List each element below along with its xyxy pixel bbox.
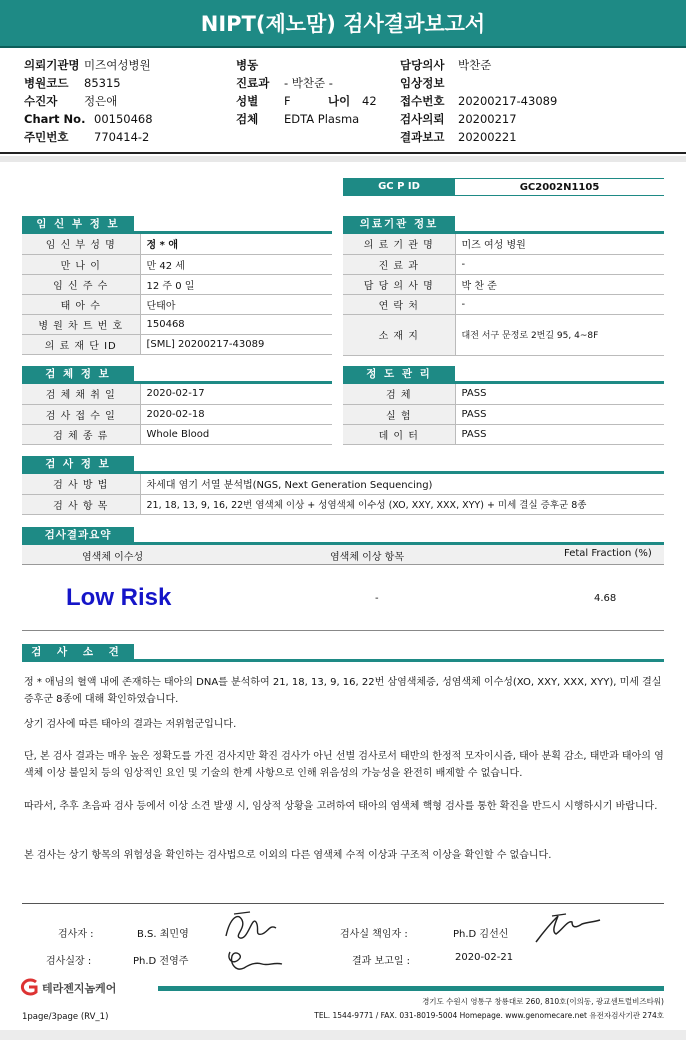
report-title: NIPT(제노맘) 검사결과보고서 xyxy=(0,0,686,48)
table-row: 소 재 지 대전 서구 문정로 2번길 95, 4~8F xyxy=(343,314,664,355)
tester-signature xyxy=(220,906,282,946)
lab-head-label: 검사실장 : xyxy=(46,956,92,967)
table-row: 검 체 PASS xyxy=(343,384,664,404)
table-row: 의 료 기 관 명 미즈 여성 병원 xyxy=(343,234,664,254)
summary-result: Low Risk xyxy=(66,584,172,611)
qc-table xyxy=(343,384,664,445)
genomecare-logo-icon xyxy=(16,978,40,996)
table-row: 임 신 주 수 12 주 0 일 xyxy=(22,274,332,294)
findings-paragraph-1: 정 * 애님의 혈액 내에 존재하는 태아의 DNA를 분석하여 21, 18, 13, 9, 16, 22번 삼염색체증, 성염색체 이수성(XO, XXY, XXX, XYY), 미세 결실 증후군 8종에 대해 확인하였습니다. xyxy=(24,677,662,705)
institution-section-title: 의료기관 정보 xyxy=(343,216,455,233)
findings-paragraph-4: 따라서, 추후 초음파 검사 등에서 이상 소견 발생 시, 임상적 상황을 고려하여 태아의 염색체 핵형 검사를 통한 확진을 반드시 시행하시기 바랍니다. xyxy=(24,801,658,812)
specimen-table xyxy=(22,384,332,445)
report-date-value: 2020-02-21 xyxy=(455,952,514,963)
table-row: 검 체 채 취 일 2020-02-17 xyxy=(22,384,332,404)
report-date-label: 결과 보고일 : xyxy=(352,956,411,967)
page-bottom-band xyxy=(0,1030,686,1040)
summary-ff-value: 4.68 xyxy=(594,593,617,604)
table-row: 검 체 종 류 Whole Blood xyxy=(22,424,332,444)
table-row: 검 사 방 법 차세대 염기 서열 분석법(NGS, Next Generation Sequencing) xyxy=(22,474,664,494)
tester-name: B.S. 최민영 xyxy=(137,929,189,940)
table-row: 데 이 터 PASS xyxy=(343,424,664,444)
summary-bottom-line xyxy=(22,630,664,631)
qc-section-title: 정 도 관 리 xyxy=(343,366,455,383)
header-middle: 병동 진료과 - 박찬준 - 성별 F 나이 42 검체 EDTA Plasma xyxy=(236,58,377,126)
lab-head-signature xyxy=(222,942,288,974)
table-row: 담 당 의 사 명 박 찬 준 xyxy=(343,274,664,294)
page-number: 1page/3page (RV_1) xyxy=(22,1012,109,1022)
footer-address: 경기도 수원시 영통구 창룡대로 260, 810호(이의동, 광교센트럴비즈타워) xyxy=(422,997,664,1006)
findings-paragraph-5: 본 검사는 상기 항목의 위험성을 확인하는 검사법으로 이외의 다른 염색체 수적 이상과 구조적 이상을 확인할 수 없습니다. xyxy=(24,850,552,861)
findings-section-line xyxy=(22,659,664,662)
footer-accent-bar xyxy=(158,986,664,991)
table-row: 실 험 PASS xyxy=(343,404,664,424)
lab-manager-label: 검사실 책임자 : xyxy=(340,929,408,940)
summary-abnormal-value: - xyxy=(375,593,379,604)
header-shadow xyxy=(0,156,686,162)
summary-col-aneuploidy: 염색체 이수성 xyxy=(82,552,144,563)
table-row: 병 원 차 트 번 호 150468 xyxy=(22,314,332,334)
summary-col-abnormal: 염색체 이상 항목 xyxy=(330,552,404,563)
footer-logo-text: 테라젠지놈케어 xyxy=(42,982,117,995)
table-row: 진 료 과 - xyxy=(343,254,664,274)
institution-table xyxy=(343,234,664,356)
summary-section-title: 검사결과요약 xyxy=(22,527,134,544)
header-right: 담당의사 박찬준 임상정보 접수번호 20200217-43089 검사의뢰 20200217 결과보고 20200221 xyxy=(400,58,558,144)
lab-manager-signature xyxy=(532,910,604,946)
header-left: 의뢰기관명 미즈여성병원 병원코드 85315 수진자 정은애 Chart No. 00150468 주민번호 770414-2 xyxy=(24,58,153,144)
pregnancy-section-title: 임 신 부 정 보 xyxy=(22,216,134,233)
test-section-title: 검 사 정 보 xyxy=(22,456,134,473)
lab-manager-name: Ph.D 김선신 xyxy=(453,929,509,940)
lab-head-name: Ph.D 전영주 xyxy=(133,956,189,967)
findings-paragraph-3: 단, 본 검사 결과는 매우 높은 정확도를 가진 검사지만 확진 검사가 아닌 선별 검사로서 태반의 한정적 모자이시즘, 태아 분획 감소, 태반과 태아의 염색체 이상 불일치 등의 임상적인 요인 및 기술의 한계 사항으로 인해 위음성의 가능성을 완전히 배제할 수 없습니다. xyxy=(24,751,664,779)
specimen-section-title: 검 체 정 보 xyxy=(22,366,134,383)
gcp-id-label: GC P ID xyxy=(343,178,455,196)
signature-top-line xyxy=(22,903,664,904)
test-table xyxy=(22,474,664,515)
header-divider xyxy=(0,152,686,154)
summary-col-ff: Fetal Fraction (%) xyxy=(564,548,652,559)
table-row: 검 사 항 목 21, 18, 13, 9, 16, 22번 염색체 이상 + 성염색체 이수성 (XO, XXY, XXX, XYY) + 미세 결실 증후군 8종 xyxy=(22,494,664,514)
tester-label: 검사자 : xyxy=(58,929,94,940)
table-row: 태 아 수 단태아 xyxy=(22,294,332,314)
table-row: 연 락 처 - xyxy=(343,294,664,314)
table-row: 만 나 이 만 42 세 xyxy=(22,254,332,274)
gcp-id-value: GC2002N1105 xyxy=(455,178,664,196)
findings-section-title: 검 사 소 견 xyxy=(22,644,134,661)
table-row: 의 료 재 단 ID [SML] 20200217-43089 xyxy=(22,334,332,354)
table-row: 임 신 부 성 명 정 * 애 xyxy=(22,234,332,254)
table-row: 검 사 접 수 일 2020-02-18 xyxy=(22,404,332,424)
footer-contact: TEL. 1544-9771 / FAX. 031-8019-5004 Homepage. www.genomecare.net 유전자검사기관 274호 xyxy=(314,1011,664,1020)
findings-paragraph-2: 상기 검사에 따른 태아의 결과는 저위험군입니다. xyxy=(24,719,237,730)
pregnancy-table xyxy=(22,234,332,355)
